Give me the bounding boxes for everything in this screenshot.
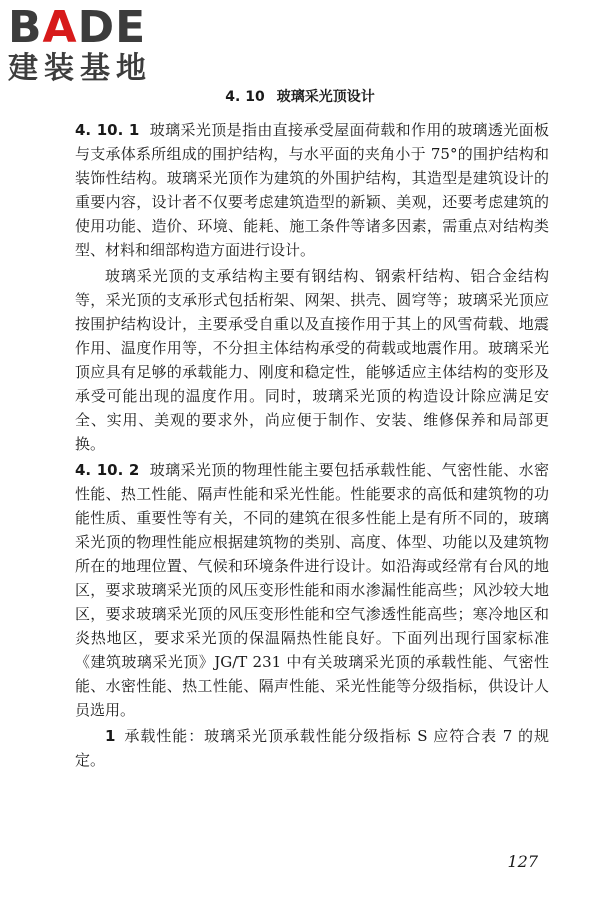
section-number: 4. 10 — [225, 89, 265, 105]
clause-text: 玻璃采光顶是指由直接承受屋面荷载和作用的玻璃透光面板与支承体系所组成的围护结构，与水平面的夹角小于 75°的围护结构和装饰性结构。玻璃采光顶作为建筑的外围护结构，其造型是建筑设计的重要内容，设计者不仅要考虑建筑造型的新颖、美观，还要考虑建筑的使用功能、造价、环境、能耗、施工条件等诸多因素，需重点对结构类型、材料和细部构造方面进行设计。 — [75, 121, 549, 259]
clause-paragraph — [75, 118, 549, 262]
logo-wordmark — [8, 2, 178, 53]
item-text: 承载性能：玻璃采光顶承载性能分级指标 S 应符合表 7 的规定。 — [75, 727, 549, 769]
logo-letters-1: B — [8, 2, 43, 53]
body-paragraph — [75, 264, 549, 456]
clause-paragraph — [75, 458, 549, 722]
list-item — [75, 724, 549, 772]
clause-text: 玻璃采光顶的物理性能主要包括承载性能、气密性能、水密性能、热工性能、隔声性能和采光性能。性能要求的高低和建筑物的功能性质、重要性等有关，不同的建筑在很多性能上是有所不同的，玻璃采光顶的物理性能应根据建筑物的类别、高度、体型、功能以及建筑物所在的地理位置、气候和环境条件进行设计。如沿海或经常有台风的地区，要求玻璃采光顶的风压变形性能和雨水渗漏性能高些；风沙较大地区，要求玻璃采光顶的风压变形性能和空气渗透性能高些；寒冷地区和炎热地区，要求采光顶的保温隔热性能良好。下面列出现行国家标准《建筑玻璃采光顶》JG/T 231 中有关玻璃采光顶的承载性能、气密性能、水密性能、热工性能、隔声性能、采光性能等分级指标，供设计人员选用。 — [75, 461, 549, 719]
page-number: 127 — [507, 852, 538, 871]
section-title — [0, 86, 600, 106]
clause-number: 4. 10. 1 — [75, 121, 140, 139]
document-body — [75, 118, 549, 774]
brand-logo — [8, 2, 178, 86]
logo-letters-2: DE — [77, 2, 147, 53]
logo-letter-accent: A — [42, 2, 78, 53]
logo-subtitle: 建装基地 — [8, 51, 152, 86]
paragraph-text: 玻璃采光顶的支承结构主要有钢结构、钢索杆结构、铝合金结构等，采光顶的支承形式包括桁架、网架、拱壳、圆穹等；玻璃采光顶应按围护结构设计，主要承受自重以及直接作用于其上的风雪荷载、地震作用、温度作用等，不分担主体结构承受的荷载或地震作用。玻璃采光顶应具有足够的承载能力、刚度和稳定性，能够适应主体结构的变形及承受可能出现的温度作用。同时，玻璃采光顶的构造设计除应满足安全、实用、美观的要求外，尚应便于制作、安装、维修保养和局部更换。 — [75, 267, 549, 453]
section-title-text: 玻璃采光顶设计 — [276, 89, 375, 105]
clause-number: 4. 10. 2 — [75, 461, 140, 479]
item-number: 1 — [105, 727, 116, 745]
